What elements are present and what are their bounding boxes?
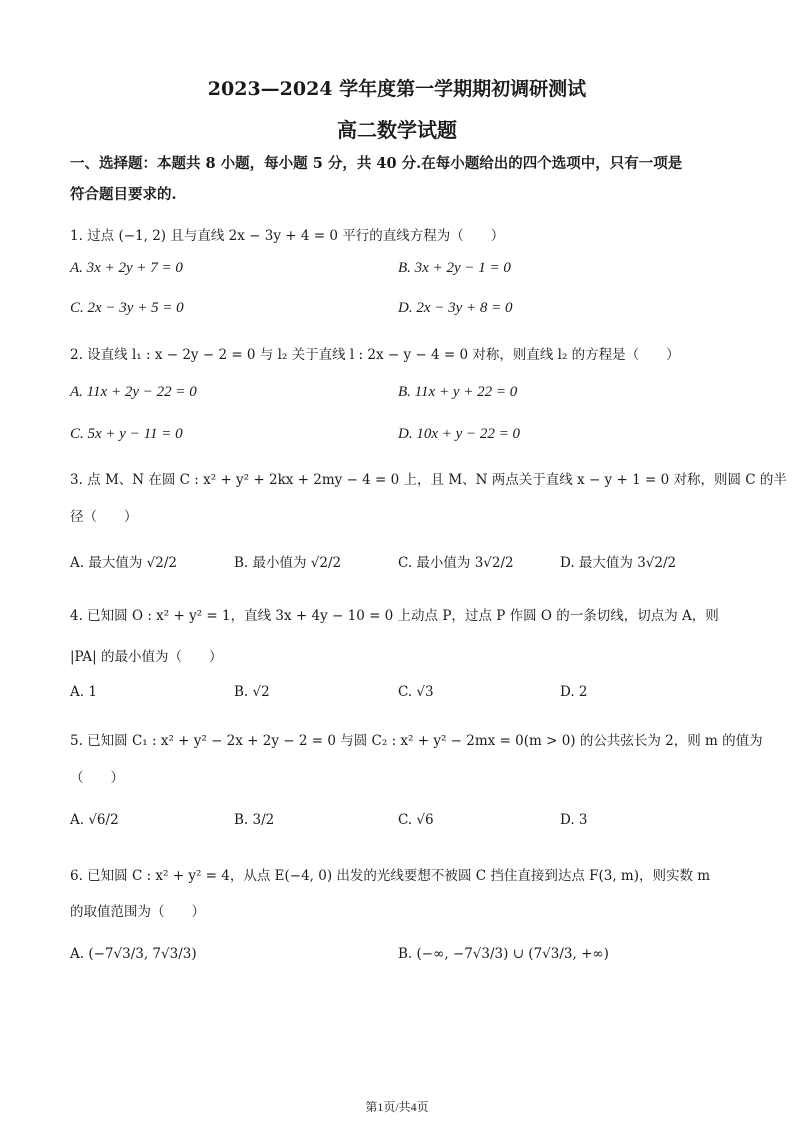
question-3-option-a: A. 最大值为 √2/2 [70, 555, 177, 571]
question-4-stem-line-2: |PA| 的最小值为（ ） [70, 649, 223, 665]
question-6-stem-line-1: 6. 已知圆 C : x² + y² = 4，从点 E(−4, 0) 出发的光线要想不被圆 C 挡住直接到达点 F(3, m)，则实数 m [70, 868, 711, 884]
question-3-option-c: C. 最小值为 3√2/2 [398, 555, 514, 571]
question-5-option-c: C. √6 [398, 812, 434, 828]
subject-title: 高二数学试题 [337, 118, 457, 142]
question-1-option-d: D. 2x − 3y + 8 = 0 [398, 300, 513, 316]
question-5-option-a: A. √6/2 [70, 812, 119, 828]
question-5-option-b: B. 3/2 [234, 812, 275, 828]
question-1-option-c: C. 2x − 3y + 5 = 0 [70, 300, 184, 316]
question-3-stem-line-2: 径（ ） [70, 509, 138, 525]
question-1-stem: 1. 过点 (−1, 2) 且与直线 2x − 3y + 4 = 0 平行的直线方程为（ ） [70, 228, 505, 244]
question-2-stem: 2. 设直线 l₁ : x − 2y − 2 = 0 与 l₂ 关于直线 l : 2x − y − 4 = 0 对称，则直线 l₂ 的方程是（ ） [70, 347, 680, 363]
question-5-stem-line-1: 5. 已知圆 C₁ : x² + y² − 2x + 2y − 2 = 0 与圆 C₂ : x² + y² − 2mx = 0(m > 0) 的公共弦长为 2，则 m 的值为 [70, 733, 763, 749]
question-2-option-b: B. 11x + y + 22 = 0 [398, 384, 518, 400]
question-4-option-a: A. 1 [70, 684, 97, 700]
section-intro-line-1: 一、选择题：本题共 8 小题，每小题 5 分，共 40 分.在每小题给出的四个选项中，只有一项是 [70, 155, 683, 172]
question-2-option-d: D. 10x + y − 22 = 0 [398, 426, 521, 442]
question-4-option-c: C. √3 [398, 684, 434, 700]
question-3-option-d: D. 最大值为 3√2/2 [560, 555, 677, 571]
page-footer: 第1页/共4页 [365, 1100, 429, 1114]
question-5-option-d: D. 3 [560, 812, 588, 828]
question-3-stem-line-1: 3. 点 M、N 在圆 C : x² + y² + 2kx + 2my − 4 = 0 上，且 M、N 两点关于直线 x − y + 1 = 0 对称，则圆 C 的半 [70, 472, 787, 488]
question-1-option-b: B. 3x + 2y − 1 = 0 [398, 260, 511, 276]
question-4-option-b: B. √2 [234, 684, 270, 700]
question-3-option-b: B. 最小值为 √2/2 [234, 555, 342, 571]
question-2-option-c: C. 5x + y − 11 = 0 [70, 426, 183, 442]
question-6-option-a: A. (−7√3/3, 7√3/3) [70, 946, 197, 962]
question-2-option-a: A. 11x + 2y − 22 = 0 [70, 384, 197, 400]
question-4-stem-line-1: 4. 已知圆 O : x² + y² = 1，直线 3x + 4y − 10 = 0 上动点 P，过点 P 作圆 O 的一条切线，切点为 A，则 [70, 608, 719, 624]
question-5-stem-line-2: （ ） [70, 770, 124, 786]
question-4-option-d: D. 2 [560, 684, 588, 700]
question-6-option-b: B. (−∞, −7√3/3) ∪ (7√3/3, +∞) [398, 946, 609, 962]
exam-title: 2023—2024 学年度第一学期期初调研测试 [207, 78, 587, 100]
question-1-option-a: A. 3x + 2y + 7 = 0 [70, 260, 183, 276]
section-intro-line-2: 符合题目要求的. [70, 186, 177, 203]
question-6-stem-line-2: 的取值范围为（ ） [70, 904, 205, 920]
